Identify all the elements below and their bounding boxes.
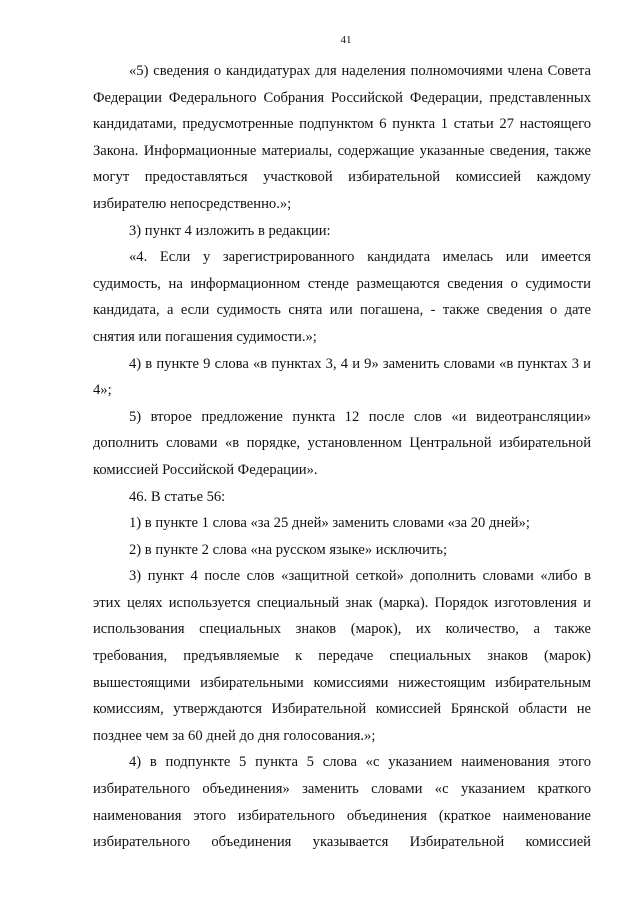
paragraph-point-4-text: «4. Если у зарегистрированного кандидата имелась или имеется судимость, на информационном стенде размещаются сведения о судимости кандидата, а если судимость снята или погашена, - также сведения о дате снятия или погашения судимости.»; bbox=[93, 249, 591, 345]
paragraph-item-5-second: 5) второе предложение пункта 12 после слов «и видеотрансляции» дополнить словами «в порядке, установленном Центральной избирательной комиссией Российской Федерации». bbox=[93, 408, 591, 478]
paragraph-item-5: «5) сведения о кандидатурах для наделения полномочиями члена Совета Федерации Федерального Собрания Российской Федерации, представленных кандидатами, предусмотренные подпунктом 6 пункта 1 статьи 27 настоящего Закона. Информационные материалы, содержащие указанные сведения, также могут предоставляться участковой избирательной комиссией каждому избирателю непосредственно.»; bbox=[93, 63, 591, 212]
paragraph-item-4: 4) в пункте 9 слова «в пунктах 3, 4 и 9» заменить словами «в пунктах 3 и 4»; bbox=[93, 355, 591, 399]
paragraph-article-46: 46. В статье 56: bbox=[129, 488, 226, 505]
paragraph-item-2: 2) в пункте 2 слова «на русском языке» исключить; bbox=[129, 541, 448, 558]
paragraph-item-4-second: 4) в подпункте 5 пункта 5 слова «с указанием наименования этого избирательного объединения» заменить словами «с указанием краткого наименования этого избирательного объединения (краткое наименование избирательного объединения указывается Избирательной комиссией bbox=[93, 754, 591, 851]
paragraph-item-3: 3) пункт 4 изложить в редакции: bbox=[129, 222, 331, 239]
paragraph-item-3-second: 3) пункт 4 после слов «защитной сеткой» дополнить словами «либо в этих целях используется специальный знак (марка). Порядок изготовления и использования специальных знаков (марок), их количество, а также требования, предъявляемые к передаче специальных знаков (марок) вышестоящими избирательными комиссиями нижестоящим избирательным комиссиям, утверждаются Избирательной комиссией Брянской области не позднее чем за 60 дней до дня голосования.»; bbox=[93, 568, 591, 744]
paragraph-item-1: 1) в пункте 1 слова «за 25 дней» заменить словами «за 20 дней»; bbox=[129, 515, 530, 532]
page-number: 41 bbox=[340, 34, 352, 46]
document-body bbox=[93, 58, 591, 856]
